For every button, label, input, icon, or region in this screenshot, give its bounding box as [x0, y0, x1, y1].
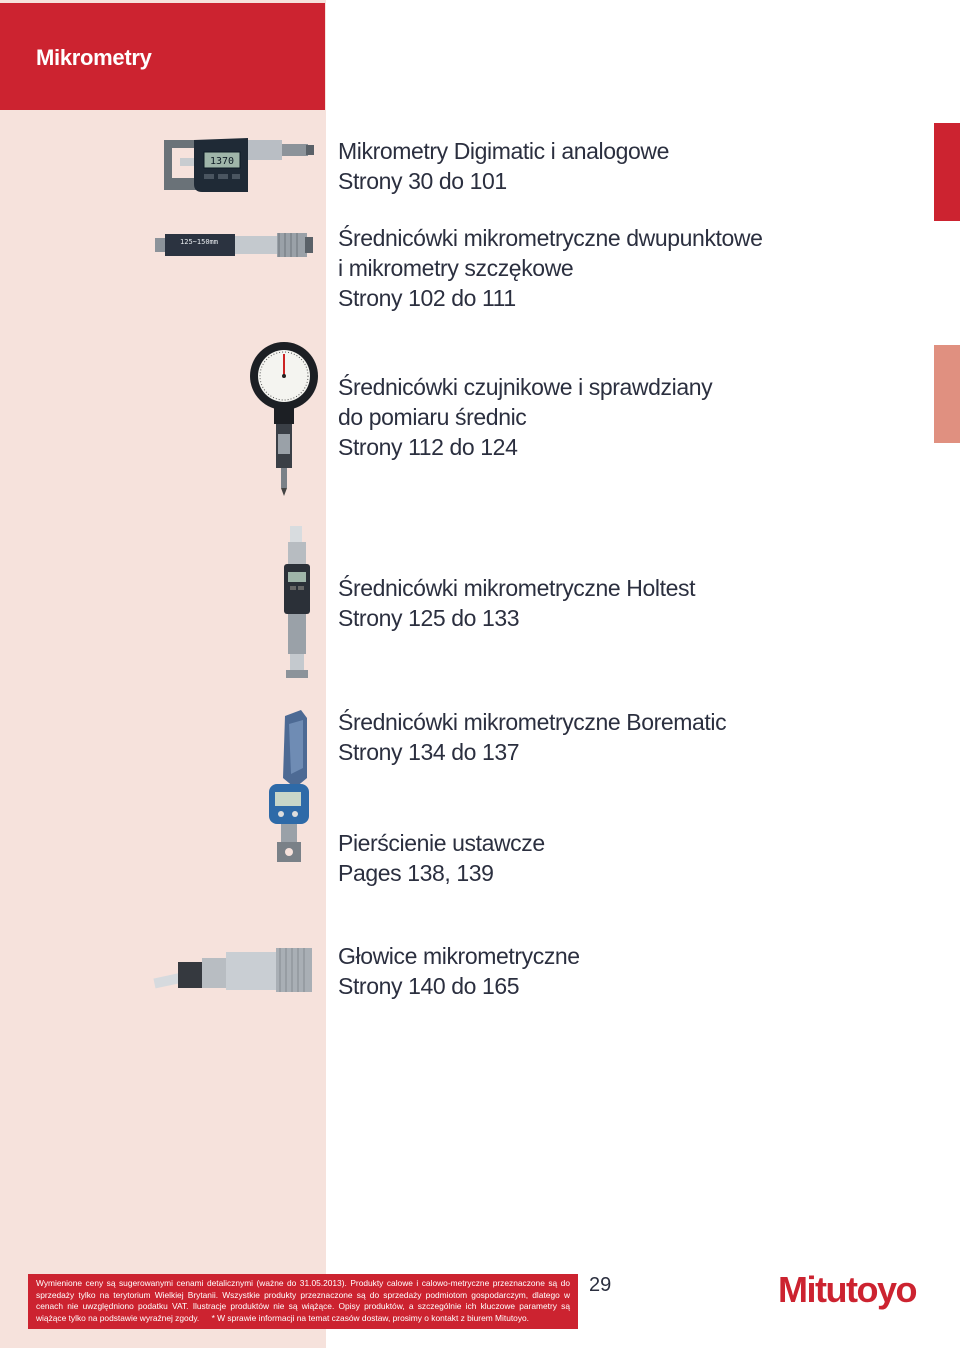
- mitutoyo-logo: [778, 1270, 924, 1314]
- section-pages: Strony 102 do 111: [338, 285, 516, 311]
- section-title: Średnicówki mikrometryczne Borematic: [338, 709, 727, 735]
- borematic-icon: [265, 708, 319, 866]
- delivery-note: * W sprawie informacji na temat czasów dostaw, prosimy o kontakt z biurem Mitutoyo.: [211, 1312, 530, 1323]
- digital-micrometer-icon: [156, 134, 316, 196]
- bore-gauge-icon: [248, 338, 320, 496]
- section-title: Pierścienie ustawcze: [338, 830, 545, 856]
- disclaimer-text: Wymienione ceny są sugerowanymi cenami detalicznymi (ważne do 31.05.2013). Produkty calowe i calowo-metryczne przeznaczone są do sprzedaży tylko na terytorium Wielkiej Brytanii. Wszystkie produkty przeznaczone są do sprzedaży podmiotom gospodarczym, dlatego w cenach nie uwzględniono podatku VAT. Ilustracje produktów nie są wiążące. Opisy produktów, a szczególnie ich kluczowe parametry są wiążące tylko na podstawie wyraźnej zgody.: [36, 1278, 570, 1323]
- catalog-section-setting-rings: [338, 828, 545, 888]
- section-title: Średnicówki czujnikowe i sprawdziany: [338, 374, 713, 400]
- catalog-section-digimatic: [338, 136, 669, 196]
- section-pages: Strony 140 do 165: [338, 973, 520, 999]
- section-header: [0, 3, 325, 110]
- section-pages: Strony 112 do 124: [338, 434, 518, 460]
- thumb-tab-active: [934, 123, 960, 221]
- catalog-section-borematic: [338, 707, 726, 767]
- section-title: Mikrometry Digimatic i analogowe: [338, 138, 670, 164]
- catalog-section-inside-micrometers: [338, 223, 763, 313]
- catalog-section-bore-gauges: [338, 372, 712, 462]
- section-title: Średnicówki mikrometryczne dwupunktowe: [338, 225, 763, 251]
- tubular-micrometer-icon: [153, 228, 315, 260]
- page-number: 29: [589, 1274, 612, 1296]
- section-subtitle: do pomiaru średnic: [338, 404, 527, 430]
- section-title: Średnicówki mikrometryczne Holtest: [338, 575, 696, 601]
- section-pages: Strony 134 do 137: [338, 739, 520, 765]
- catalog-section-micrometer-heads: [338, 941, 580, 1001]
- micrometer-head-icon: [152, 940, 316, 1000]
- footer-disclaimer: [28, 1274, 578, 1329]
- section-subtitle: i mikrometry szczękowe: [338, 255, 574, 281]
- catalog-section-holtest: [338, 573, 695, 633]
- thumb-tab: [934, 345, 960, 443]
- page-title: Mikrometry: [36, 45, 152, 70]
- sidebar-background: [0, 0, 326, 1348]
- holtest-icon: [282, 524, 312, 680]
- section-pages: Pages 138, 139: [338, 860, 494, 886]
- section-title: Głowice mikrometryczne: [338, 943, 580, 969]
- section-pages: Strony 125 do 133: [338, 605, 520, 631]
- section-pages: Strony 30 do 101: [338, 168, 507, 194]
- tube-label: 125~150mm: [180, 238, 218, 246]
- logo-text: Mitutoyo: [778, 1270, 916, 1310]
- lcd-readout: 1370: [209, 156, 235, 167]
